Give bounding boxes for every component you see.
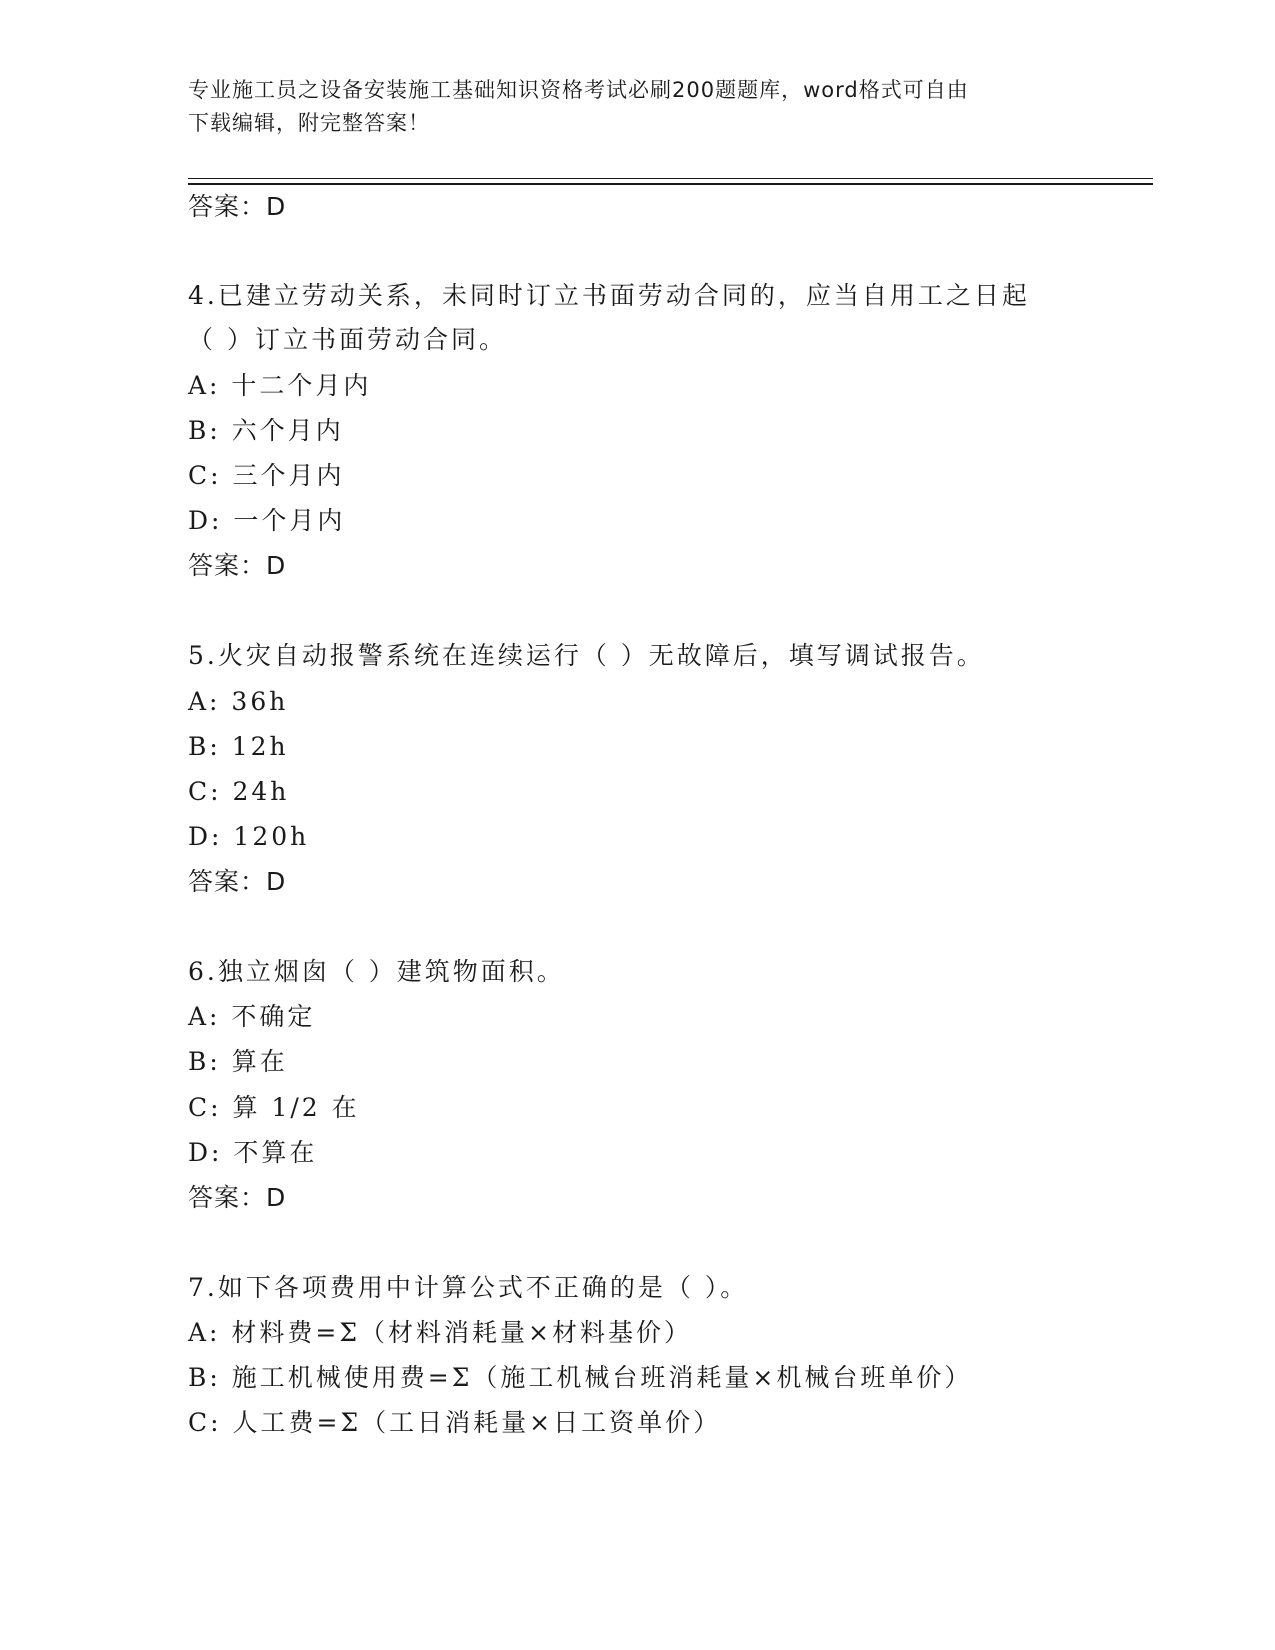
question-5-answer: 答案：D (188, 867, 287, 896)
question-7-option-a: A: 材料费=Σ（材料消耗量×材料基价） (188, 1318, 692, 1347)
document-header (188, 74, 1078, 140)
question-4-stem-line-2: （ ）订立书面劳动合同。 (188, 325, 507, 354)
question-5-option-b: B: 12h (188, 732, 289, 761)
previous-answer: 答案：D (188, 192, 287, 221)
question-5-option-a: A: 36h (188, 687, 289, 716)
question-5-option-d: D: 120h (188, 822, 310, 851)
question-6-option-b: B: 算在 (188, 1047, 288, 1076)
question-6-stem: 6.独立烟囱（ ）建筑物面积。 (188, 957, 565, 986)
question-5-option-c: C: 24h (188, 777, 290, 806)
question-4-option-b: B: 六个月内 (188, 416, 344, 445)
question-4-option-c: C: 三个月内 (188, 461, 345, 490)
question-4-stem-line-1: 4.已建立劳动关系，未同时订立书面劳动合同的，应当自用工之日起 (188, 281, 1030, 310)
header-line-2: 下载编辑，附完整答案！ (188, 111, 430, 135)
question-5-stem: 5.火灾自动报警系统在连续运行（ ）无故障后，填写调试报告。 (188, 641, 985, 670)
question-4-option-a: A: 十二个月内 (188, 371, 372, 400)
question-4-option-d: D: 一个月内 (188, 506, 346, 535)
question-6-answer: 答案：D (188, 1183, 287, 1212)
question-7-option-c: C: 人工费=Σ（工日消耗量×日工资单价） (188, 1408, 722, 1437)
header-rule-thick (188, 183, 1153, 185)
question-6-option-c: C: 算 1/2 在 (188, 1093, 360, 1122)
question-6-option-d: D: 不算在 (188, 1138, 318, 1167)
header-rule-thin (188, 178, 1153, 179)
header-line-1: 专业施工员之设备安装施工基础知识资格考试必刷200题题库，word格式可自由 (188, 78, 969, 102)
question-6-option-a: A: 不确定 (188, 1002, 316, 1031)
question-7-stem: 7.如下各项费用中计算公式不正确的是（ ）。 (188, 1273, 749, 1302)
question-4-answer: 答案：D (188, 551, 287, 580)
question-7-option-b: B: 施工机械使用费=Σ（施工机械台班消耗量×机械台班单价） (188, 1363, 973, 1392)
